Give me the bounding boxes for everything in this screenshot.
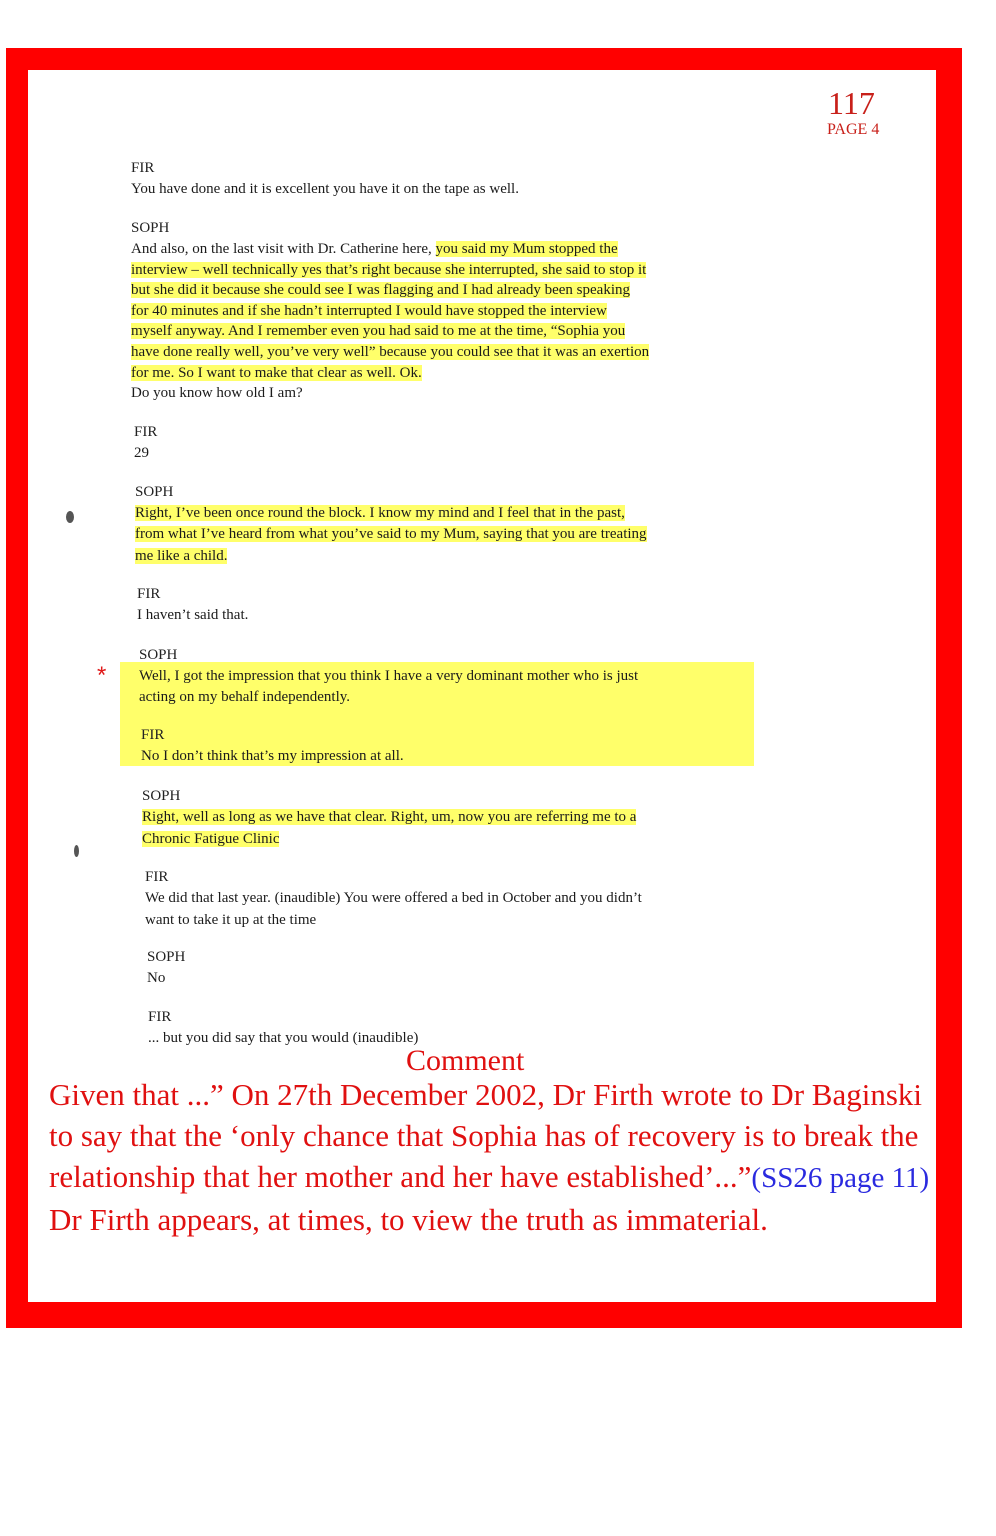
page-label: PAGE 4 [827,121,880,138]
transcript-line [139,666,638,686]
asterisk-marker: * [97,662,107,689]
transcript-line [141,746,404,766]
highlighted-text: but she did it because she could see I was flagging and I had already been speaking [131,282,630,299]
highlighted-text: Right, I’ve been once round the block. I know my mind and I feel that in the past, [135,505,625,521]
transcript-line [134,443,149,463]
highlighted-text: interview – well technically yes that’s right because she interrupted, she said to stop it [131,261,647,278]
scan-mark [66,511,74,523]
transcript-line [135,503,625,523]
comment-heading: Comment [406,1044,525,1077]
transcript-line [137,605,248,625]
transcript-line [147,968,165,988]
line-text: We did that last year. (inaudible) You were offered a bed in October and you didn’t [145,890,642,906]
line-text: want to take it up at the time [145,912,317,928]
line-text: acting on my behalf independently. [139,689,351,705]
speaker-label: FIR [137,586,161,602]
speaker-label: SOPH [131,220,170,236]
transcript-line [131,363,422,383]
highlighted-text: for me. So I want to make that clear as well. Ok. [131,364,422,381]
transcript-line [135,546,227,566]
highlighted-text: you said my Mum stopped the [435,241,618,257]
highlighted-text: Chronic Fatigue Clinic [142,831,280,847]
transcript-line [131,342,649,362]
line-text: And also, on the last visit with Dr. Catherine here, [131,241,436,257]
highlighted-text: for 40 minutes and if she hadn’t interrupted I would have stopped the interview [131,302,607,319]
comment-text-part-1: Given that ...” On 27th December 2002, Dr Firth wrote to Dr Baginski to say that the ‘only chance that Sophia has of recovery is to break the relationship that her mother and her have established’...” [49,1077,922,1194]
speaker-label: FIR [148,1009,172,1025]
comment-text [49,1074,939,1240]
page-number: 117 [828,85,875,121]
speaker-label: SOPH [142,788,181,804]
transcript-line [131,280,630,300]
line-text: Do you know how old I am? [131,385,303,402]
line-text: 29 [134,445,149,461]
comment-reference: (SS26 page 11) [751,1162,930,1194]
speaker-label: FIR [141,727,165,743]
transcript-line [142,807,636,827]
speaker-label: FIR [134,424,158,440]
speaker-label: FIR [131,160,155,176]
highlighted-text: me like a child. [135,547,228,564]
speaker-label: FIR [145,869,169,885]
transcript-line [148,1028,418,1048]
line-text: No [147,970,166,986]
transcript-line [131,179,519,199]
transcript-line [131,383,303,403]
speaker-label: SOPH [135,484,174,500]
transcript-line [131,301,607,321]
line-text: Well, I got the impression that you think I have a very dominant mother who is just [139,668,639,684]
transcript-line [145,910,316,930]
highlighted-text: from what I’ve heard from what you’ve said to my Mum, saying that you are treating [135,526,647,543]
scan-mark [74,845,79,857]
transcript-line [142,829,279,849]
transcript-line [131,321,625,341]
highlighted-text: have done really well, you’ve very well” because you could see that it was an exertion [131,344,650,360]
highlighted-text: Right, well as long as we have that clear. Right, um, now you are referring me to a [142,809,637,825]
comment-text-part-2: Dr Firth appears, at times, to view the truth as immaterial. [49,1202,768,1237]
transcript-line [131,239,618,259]
line-text: No I don’t think that’s my impression at all. [141,748,404,764]
line-text: I haven’t said that. [137,607,249,623]
speaker-label: SOPH [147,949,186,965]
speaker-label: SOPH [139,647,178,663]
transcript-line [139,687,350,707]
line-text: You have done and it is excellent you have it on the tape as well. [131,181,519,197]
transcript-line [145,888,642,908]
highlighted-text: myself anyway. And I remember even you had said to me at the time, “Sophia you [131,323,626,340]
transcript-line [135,524,647,544]
transcript-line [131,260,646,280]
line-text: ... but you did say that you would (inaudible) [148,1030,419,1046]
